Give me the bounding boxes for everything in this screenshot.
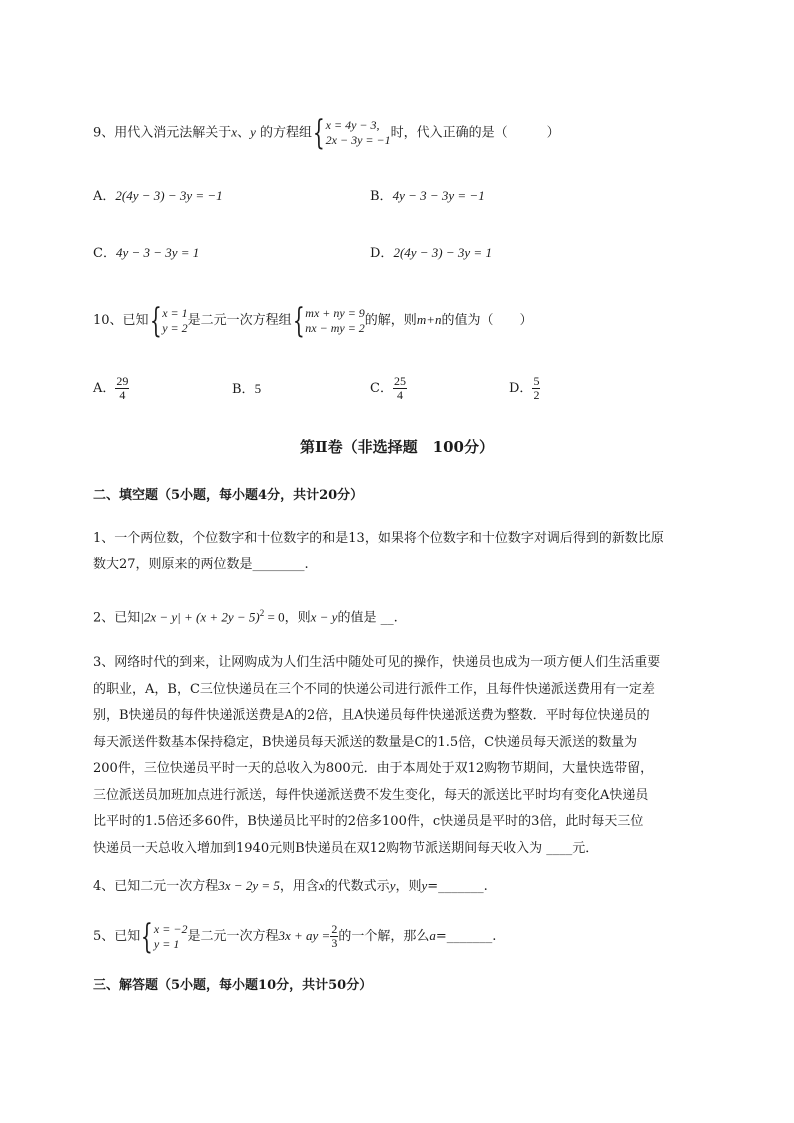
q2-equals: = 0 (264, 609, 285, 625)
option-label: A． (93, 381, 116, 396)
q5-mid2: 的一个解，那么 (338, 929, 430, 944)
q9-option-b[interactable] (370, 186, 485, 207)
q10-option-c[interactable] (370, 372, 407, 406)
q5-eq2: y = 1 (153, 936, 180, 951)
option-fraction (532, 375, 540, 402)
q10-prefix: 10、已知 (93, 313, 149, 328)
q3-line: 比平时的1.5倍还多60件，B快递员比平时的2倍多100件，c快递员是平时的3倍，此时每天三位 (93, 814, 644, 829)
q4-equation: 3x − 2y = 5 (218, 878, 280, 893)
q10-option-d[interactable] (509, 372, 540, 406)
q4-mid3: ，则 (395, 879, 422, 894)
q2-mid: ，则 (284, 610, 311, 626)
q10-s2-eq1: mx + ny = 9 (305, 305, 365, 320)
q2-prefix: 2、已知 (93, 610, 141, 626)
q5-lhs: 3x + ay = (278, 928, 331, 943)
option-label: C． (93, 246, 116, 261)
q3-line: 别，B快递员的每件快递派送费是A的2倍，且A快递员每件快递派送费为整数．平时每位快递员的 (93, 708, 650, 723)
q9-sep: 、 (237, 125, 251, 141)
q10-option-b[interactable] (232, 379, 261, 400)
q10-mid: 是二元一次方程组 (187, 313, 292, 328)
q5-suffix: =_______. (435, 929, 497, 944)
option-label: C． (370, 381, 393, 396)
option-label: D． (509, 381, 533, 396)
frac-num: 5 (533, 374, 540, 388)
q10-system (305, 306, 365, 336)
q10-s2-eq2: nx − my = 2 (305, 320, 365, 335)
option-expr: 4y − 3 − 3y = 1 (115, 245, 200, 260)
fill-q1-line1: 1、一个两位数，个位数字和十位数字的和是13，如果将个位数字和十位数字对调后得到的新数比原 (93, 531, 664, 546)
q2-abs: |2x − y| (140, 609, 181, 625)
q2-expr: x − y (310, 609, 338, 625)
q4-lhs: y (421, 878, 428, 893)
frac-den: 3 (331, 936, 338, 950)
q4-suffix: =_______. (427, 879, 488, 894)
option-label: B． (232, 382, 255, 397)
frac-den: 4 (396, 388, 403, 402)
q9-eq2: 2x − 3y = −1 (325, 133, 391, 147)
q3-line: 的职业，A，B，C三位快递员在三个不同的快递公司进行派件工作，且每件快递派送费用有一定差 (93, 681, 655, 697)
q9-prefix: 9、用代入消元法解关于 (93, 125, 232, 141)
option-expr: 2(4y − 3) − 3y = −1 (115, 188, 223, 203)
q4-var-x: x (318, 878, 325, 893)
fill-q5 (93, 916, 497, 957)
option-expr: 2(4y − 3) − 3y = 1 (393, 245, 492, 260)
q9-brace: { (312, 113, 325, 153)
q10-brace-1: { (149, 300, 162, 341)
q9-suffix: 时，代入正确的是（ ） (390, 125, 560, 141)
section2-heading: 二、填空题（5小题，每小题4分，共计20分） (93, 488, 364, 503)
q5-brace: { (141, 916, 154, 957)
option-label: D． (370, 246, 394, 261)
q9-var-x: x (231, 124, 238, 140)
q5-mid: 是二元一次方程 (187, 929, 279, 944)
q5-var-a: a (429, 928, 436, 943)
q10-s1-eq1: x = 1 (162, 305, 188, 320)
q5-eq1: x = −2 (153, 921, 188, 936)
q10-brace-2: { (292, 300, 305, 341)
q10-suffix: 的值为（ ） (441, 313, 533, 328)
q9-option-d[interactable] (370, 243, 492, 264)
option-expr: 4y − 3 − 3y = −1 (392, 188, 485, 203)
fill-q4 (93, 876, 488, 897)
option-fraction (393, 375, 407, 402)
q3-line: 200件，三位快递员平时一天的总收入为800元．由于本周处于双12购物节期间，大量快选带留， (93, 761, 654, 776)
q2-exponent: 2 (259, 608, 265, 618)
option-label: B． (370, 189, 393, 204)
fill-q2 (93, 603, 398, 628)
q5-solution (154, 922, 188, 952)
fill-q3 (93, 650, 733, 862)
q2-suffix: 的值是 __. (337, 610, 398, 626)
q9-system (326, 118, 391, 148)
q3-line: 3、网络时代的到来，让网购成为人们生活中随处可见的操作，快递员也成为一项方便人们生活重要 (93, 655, 661, 670)
q10-option-a[interactable] (93, 372, 129, 406)
q9-eq1: x = 4y − 3, (325, 118, 380, 132)
frac-den: 2 (533, 388, 540, 402)
fill-q1-line2: 数大27，则原来的两位数是________. (93, 557, 309, 572)
option-label: A． (93, 189, 116, 204)
option-fraction (115, 375, 129, 402)
q10-expr: m+n (416, 312, 442, 327)
frac-num: 2 (331, 922, 338, 936)
q10-stem (93, 300, 533, 341)
q3-line: 每天派送件数基本保持稳定，B快递员每天派送的数量是C的1.5倍，C快递员每天派送的数量为 (93, 734, 638, 750)
q4-mid: ，用含 (279, 879, 319, 894)
q10-solution (162, 306, 187, 336)
q9-var-y: y (250, 124, 256, 140)
q4-prefix: 4、已知二元一次方程 (93, 879, 219, 894)
q5-prefix: 5、已知 (93, 929, 141, 944)
frac-den: 4 (119, 388, 126, 402)
q4-mid2: 的代数式示 (324, 879, 390, 894)
q10-mid2: 的解，则 (364, 313, 417, 328)
frac-num: 29 (116, 374, 129, 388)
q4-var-y: y (389, 878, 396, 893)
q9-option-c[interactable] (93, 243, 199, 264)
q3-line: 三位派送员加班加点进行派送，每件快递派送费不发生变化，每天的派送比平时均有变化A快递员 (93, 787, 649, 803)
frac-num: 25 (393, 374, 406, 388)
part2-title: 第Ⅱ卷（非选择题 100分） (300, 438, 494, 456)
q9-option-a[interactable] (93, 186, 223, 207)
q2-square-term: + (x + 2y − 5) (180, 609, 260, 625)
q9-stem (93, 113, 560, 153)
q9-mid: 的方程组 (255, 125, 312, 141)
q10-s1-eq2: y = 2 (162, 320, 188, 335)
option-value: 5 (254, 381, 262, 396)
section3-heading: 三、解答题（5小题，每小题10分，共计50分） (93, 978, 373, 993)
q3-line: 快递员一天总收入增加到1940元则B快递员在双12购物节派送期间每天收入为 ____元． (93, 840, 599, 856)
